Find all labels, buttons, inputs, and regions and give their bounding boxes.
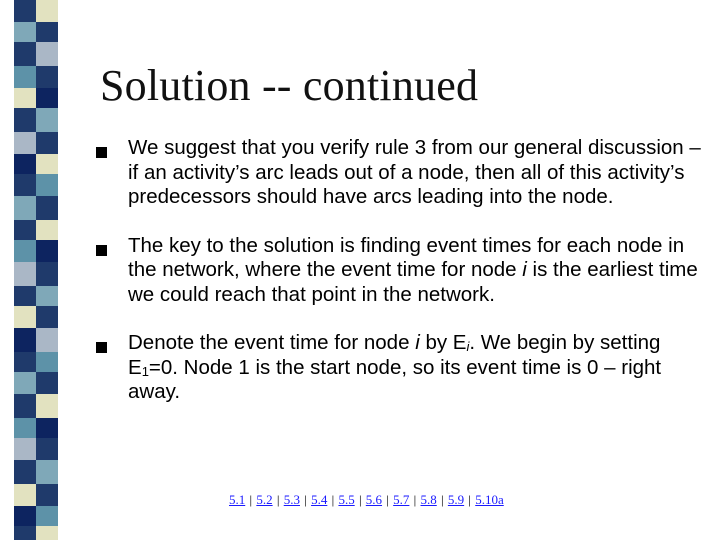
nav-link[interactable]: 5.1	[229, 492, 246, 507]
bullet-item	[96, 331, 706, 405]
stripe-block	[14, 372, 36, 394]
stripe-block	[36, 352, 58, 372]
slide-title: Solution -- continued	[100, 61, 479, 110]
stripe-block	[36, 154, 58, 174]
stripe-block	[14, 306, 36, 328]
stripe-block	[36, 372, 58, 394]
nav-separator: |	[273, 492, 283, 507]
stripe-block	[36, 418, 58, 438]
stripe-block	[36, 328, 58, 352]
nav-link[interactable]: 5.9	[447, 492, 465, 507]
stripe-block	[14, 154, 36, 174]
nav-link[interactable]: 5.7	[393, 492, 410, 507]
stripe-block	[36, 240, 58, 262]
bullet-square-icon	[96, 147, 107, 158]
nav-link[interactable]: 5.8	[420, 492, 437, 507]
stripe-block	[14, 88, 36, 108]
stripe-block	[14, 526, 36, 540]
bullet-square-icon	[96, 245, 107, 256]
stripe-block	[14, 0, 36, 22]
stripe-block	[14, 352, 36, 372]
stripe-block	[14, 42, 36, 66]
bullet-list	[96, 136, 706, 429]
stripe-block	[14, 66, 36, 88]
stripe-block	[14, 286, 36, 306]
slide-navigation	[229, 492, 504, 508]
stripe-block	[36, 438, 58, 460]
stripe-block	[36, 484, 58, 506]
bullet-item	[96, 234, 706, 308]
stripe-block	[36, 526, 58, 540]
nav-separator: |	[328, 492, 338, 507]
stripe-block	[36, 460, 58, 484]
bullet-text: The key to the solution is finding event times for each node in the network, where the event time for node i is the earliest time we could reach that point in the network.	[128, 233, 698, 306]
stripe-block	[14, 328, 36, 352]
stripe-block	[36, 286, 58, 306]
decorative-stripe	[0, 0, 66, 540]
nav-link[interactable]: 5.10a	[475, 492, 504, 507]
stripe-block	[14, 108, 36, 132]
stripe-block	[36, 306, 58, 328]
stripe-block	[36, 108, 58, 132]
bullet-text: We suggest that you verify rule 3 from our general discussion – if an activity’s arc leads out of a node, then all of this activity’s predecessors should have arcs leading into the node.	[128, 136, 701, 208]
stripe-block	[36, 22, 58, 42]
stripe-block	[36, 262, 58, 286]
bullet-item	[96, 136, 706, 210]
stripe-block	[14, 460, 36, 484]
stripe-block	[36, 0, 58, 22]
stripe-block	[14, 196, 36, 220]
stripe-block	[36, 42, 58, 66]
stripe-block	[36, 88, 58, 108]
nav-link[interactable]: 5.6	[365, 492, 383, 507]
stripe-block	[14, 262, 36, 286]
nav-separator: |	[246, 492, 256, 507]
nav-separator: |	[437, 492, 447, 507]
bullet-square-icon	[96, 342, 107, 353]
nav-link[interactable]: 5.3	[283, 492, 300, 507]
nav-link[interactable]: 5.4	[311, 492, 328, 507]
stripe-block	[36, 66, 58, 88]
nav-separator: |	[383, 492, 393, 507]
stripe-block	[14, 484, 36, 506]
stripe-block	[36, 174, 58, 196]
nav-separator: |	[410, 492, 420, 507]
nav-link[interactable]: 5.2	[256, 492, 273, 507]
stripe-block	[14, 174, 36, 196]
stripe-block	[36, 220, 58, 240]
stripe-block	[36, 394, 58, 418]
stripe-block	[14, 22, 36, 42]
stripe-block	[14, 394, 36, 418]
stripe-block	[14, 220, 36, 240]
bullet-text: Denote the event time for node i by $E_i$. We begin by setting $E_1=0$. Node 1 is the start node, so its event time is 0 – right away.	[128, 331, 662, 403]
nav-separator: |	[355, 492, 365, 507]
stripe-block	[14, 438, 36, 460]
stripe-block	[36, 196, 58, 220]
nav-link[interactable]: 5.5	[338, 492, 355, 507]
stripe-block	[14, 240, 36, 262]
stripe-block	[36, 506, 58, 526]
stripe-block	[14, 506, 36, 526]
nav-separator: |	[465, 492, 475, 507]
nav-separator: |	[300, 492, 311, 507]
stripe-block	[36, 132, 58, 154]
stripe-block	[14, 132, 36, 154]
stripe-block	[14, 418, 36, 438]
